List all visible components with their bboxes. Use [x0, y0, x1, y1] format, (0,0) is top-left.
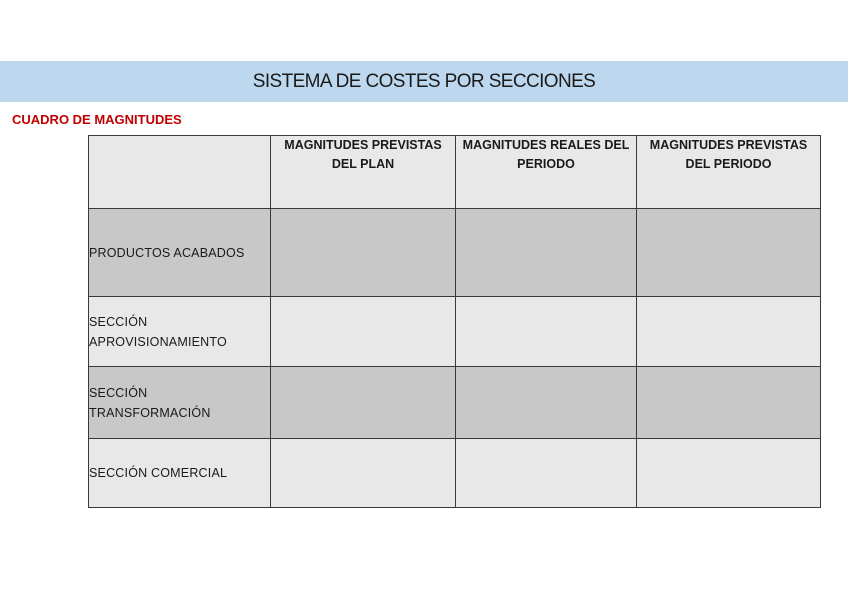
magnitudes-table [88, 135, 821, 508]
header-magnitudes-previstas-periodo: MAGNITUDES PREVISTAS DEL PERIODO [637, 136, 821, 209]
header-corner-cell [89, 136, 271, 209]
table-cell [271, 209, 456, 297]
table-cell [456, 439, 637, 508]
table-cell [271, 367, 456, 439]
row-label-text: SECCIÓN APROVISIONAMIENTO [89, 314, 227, 349]
table-row [89, 367, 821, 439]
table-cell [637, 367, 821, 439]
table-cell [271, 297, 456, 367]
table-cell [456, 209, 637, 297]
title-banner [0, 61, 848, 102]
table-cell [637, 297, 821, 367]
table-cell [271, 439, 456, 508]
table-header-row [89, 136, 821, 209]
table-cell [456, 297, 637, 367]
header-magnitudes-previstas-plan: MAGNITUDES PREVISTAS DEL PLAN [271, 136, 456, 209]
table-row [89, 209, 821, 297]
document-title: SISTEMA DE COSTES POR SECCIONES [252, 70, 596, 92]
row-label-text: SECCIÓN TRANSFORMACIÓN [89, 385, 211, 420]
row-label-productos-acabados: PRODUCTOS ACABADOS [89, 209, 271, 297]
section-label: CUADRO DE MAGNITUDES [12, 112, 182, 127]
table-cell [637, 209, 821, 297]
table-cell [456, 367, 637, 439]
table-row [89, 439, 821, 508]
row-label-seccion-transformacion [89, 367, 271, 439]
table-cell [637, 439, 821, 508]
table-row [89, 297, 821, 367]
row-label-seccion-comercial: SECCIÓN COMERCIAL [89, 439, 271, 508]
row-label-seccion-aprovisionamiento [89, 297, 271, 367]
header-magnitudes-reales-periodo: MAGNITUDES REALES DEL PERIODO [456, 136, 637, 209]
